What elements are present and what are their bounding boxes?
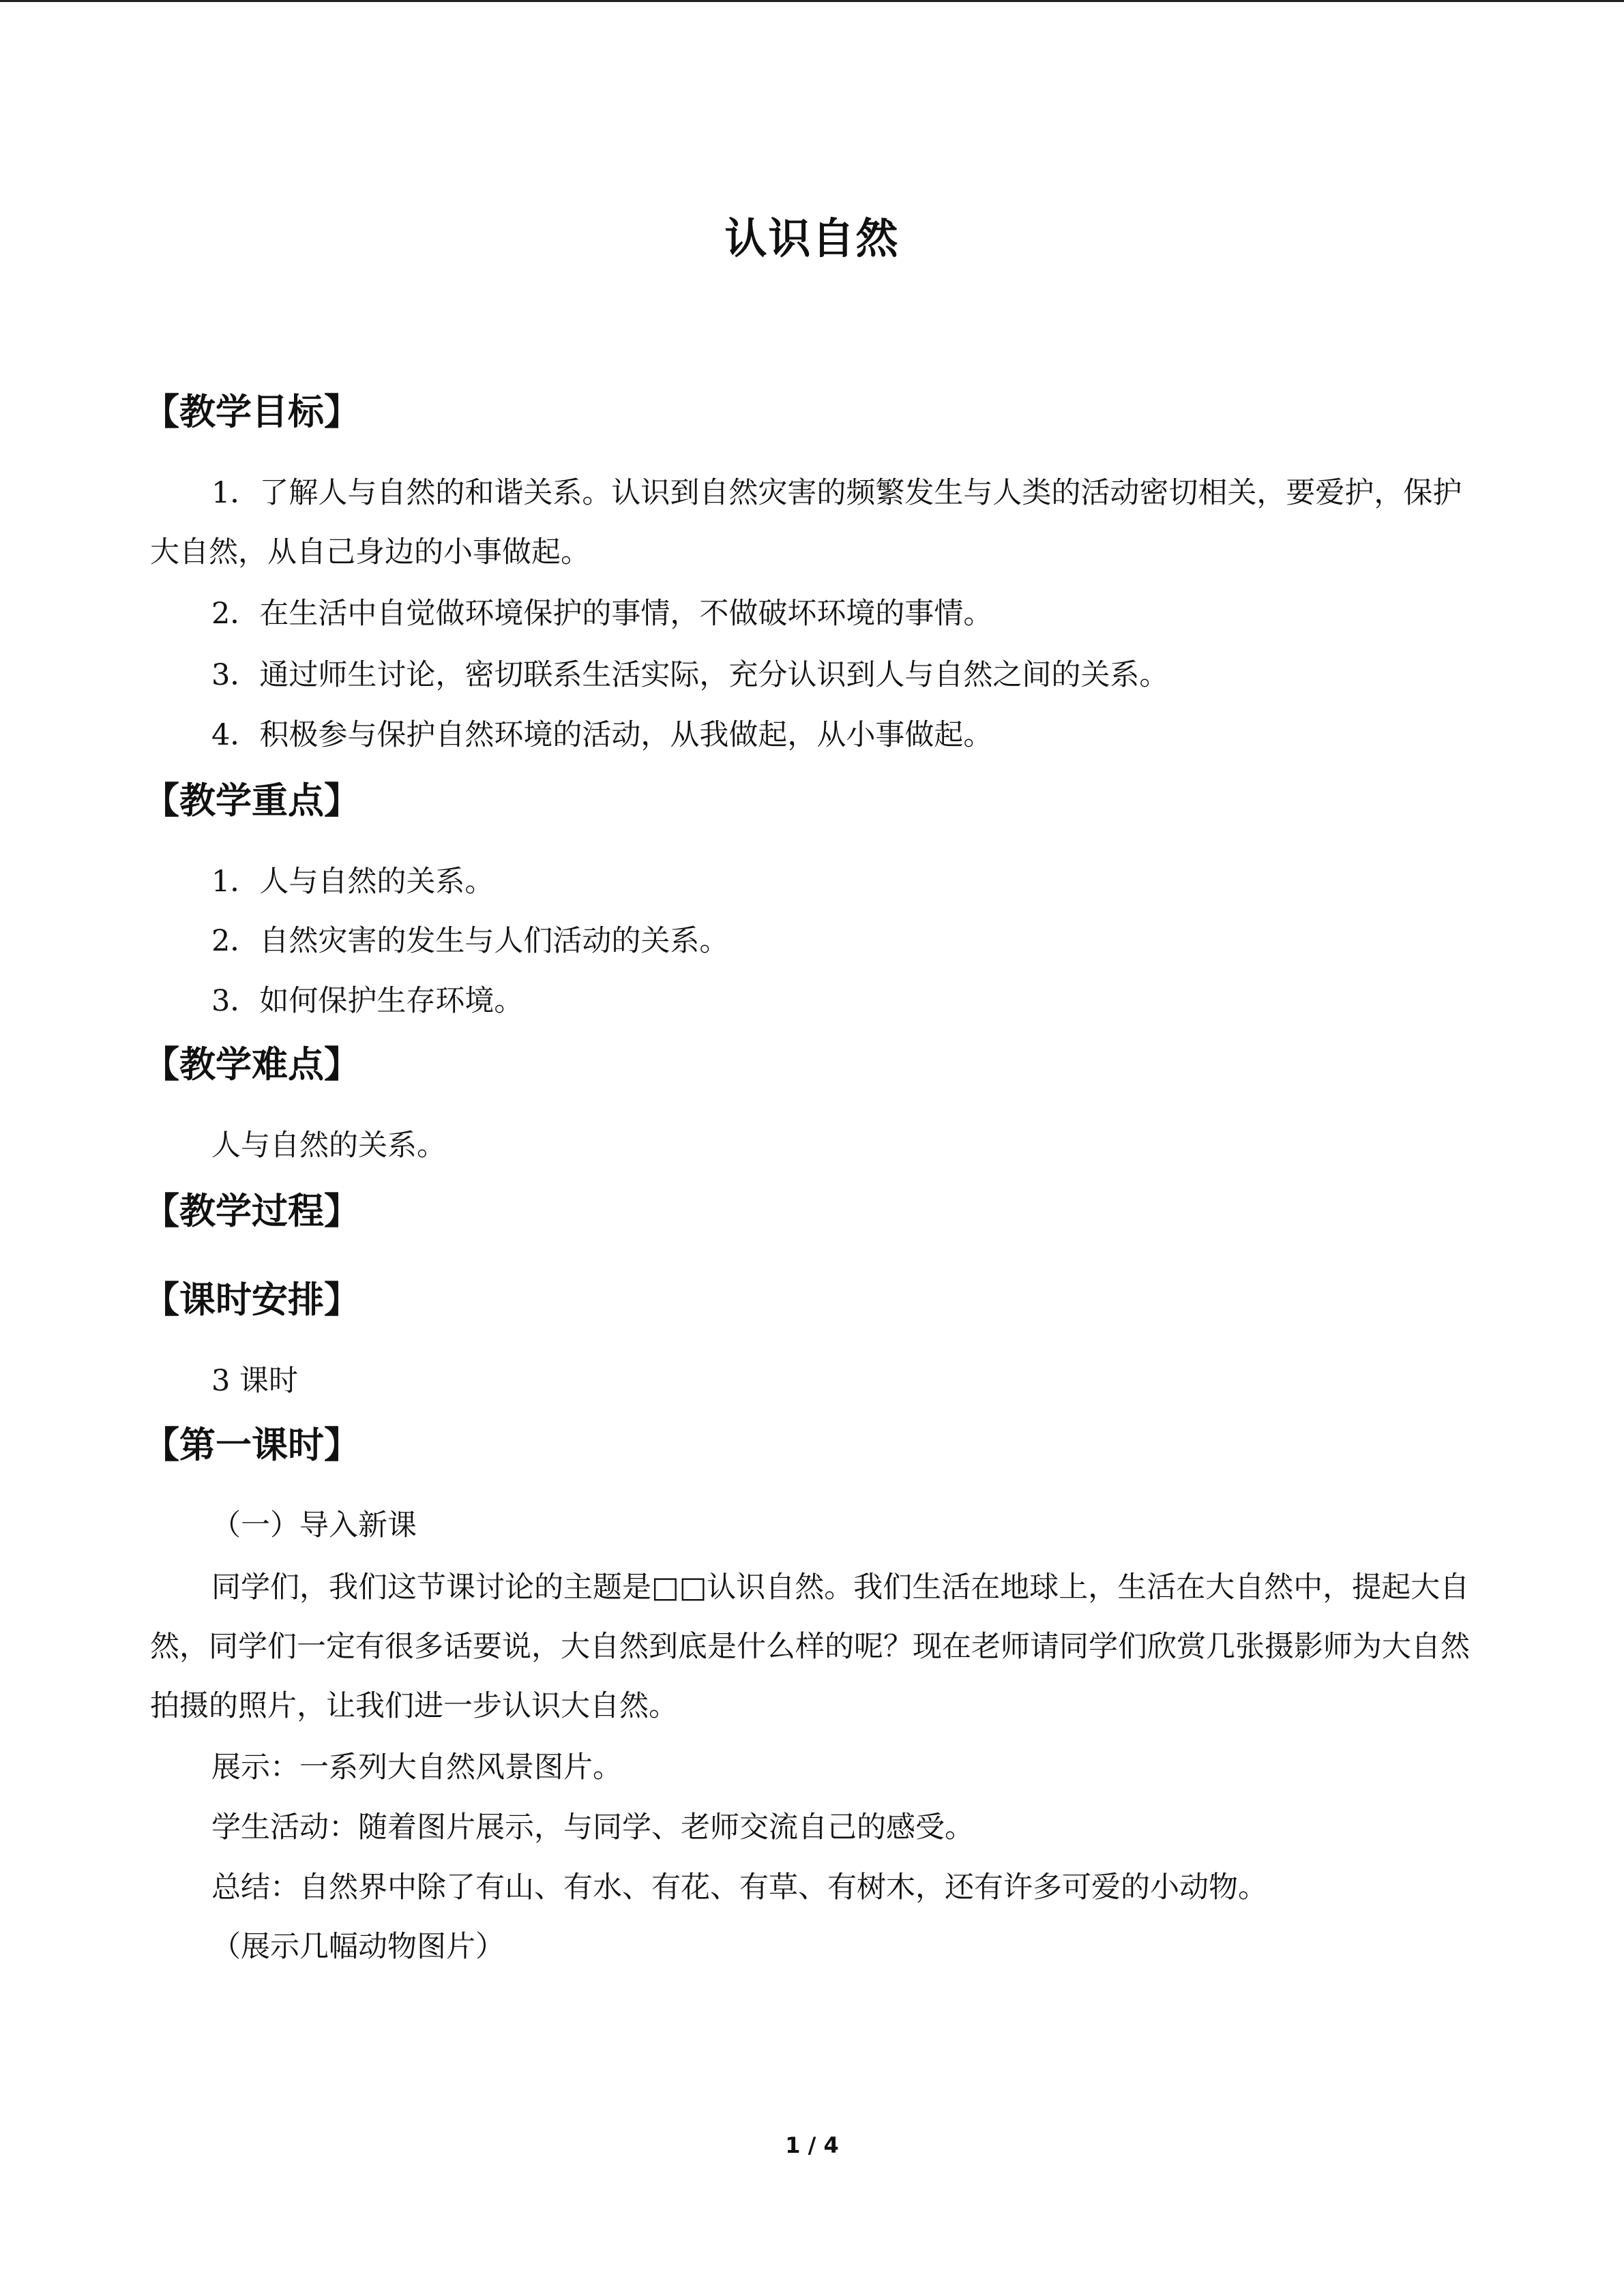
heading-schedule: 【课时安排】: [143, 1279, 360, 1321]
key-point-item-3: 3．如何保护生存环境。: [211, 984, 524, 1018]
top-border-line: [0, 0, 1624, 2]
lesson1-animal-pictures: （展示几幅动物图片）: [211, 1930, 505, 1964]
heading-difficulty: 【教学难点】: [143, 1044, 360, 1086]
heading-key-points: 【教学重点】: [143, 780, 360, 822]
page-number: 1 / 4: [785, 2132, 839, 2158]
key-point-item-2: 2．自然灾害的发生与人们活动的关系。: [211, 924, 729, 958]
heading-lesson-one: 【第一课时】: [143, 1425, 360, 1466]
goal-item-3: 3．通过师生讨论，密切联系生活实际，充分认识到人与自然之间的关系。: [211, 658, 1169, 692]
schedule-text: 3 课时: [211, 1364, 299, 1398]
difficulty-text: 人与自然的关系。: [211, 1129, 446, 1163]
key-point-item-1: 1．人与自然的关系。: [211, 865, 494, 899]
lesson1-subheading-intro: （一）导入新课: [211, 1508, 417, 1542]
goal-item-2: 2．在生活中自觉做环境保护的事情，不做破坏环境的事情。: [211, 597, 993, 631]
goal-item-4: 4．积极参与保护自然环境的活动，从我做起，从小事做起。: [211, 718, 993, 752]
document-title: 认识自然: [724, 213, 900, 263]
goal-item-1: 1．了解人与自然的和谐关系。认识到自然灾害的频繁发生与人类的活动密切相关，要爱护，保护大自然，从自己身边的小事做起。: [150, 476, 1462, 569]
heading-teaching-goals: 【教学目标】: [143, 391, 360, 433]
lesson1-intro-paragraph: 同学们，我们这节课讨论的主题是□□认识自然。我们生活在地球上，生活在大自然中，提起大自然，同学们一定有很多话要说，大自然到底是什么样的呢？现在老师请同学们欣赏几张摄影师为大自然拍摄的照片，让我们进一步认识大自然。: [150, 1570, 1470, 1723]
lesson1-summary: 总结：自然界中除了有山、有水、有花、有草、有树木，还有许多可爱的小动物。: [211, 1870, 1267, 1905]
lesson1-display-line: 展示：一系列大自然风景图片。: [211, 1750, 622, 1785]
heading-teaching-process: 【教学过程】: [143, 1191, 360, 1232]
lesson1-student-activity: 学生活动：随着图片展示，与同学、老师交流自己的感受。: [211, 1810, 974, 1845]
